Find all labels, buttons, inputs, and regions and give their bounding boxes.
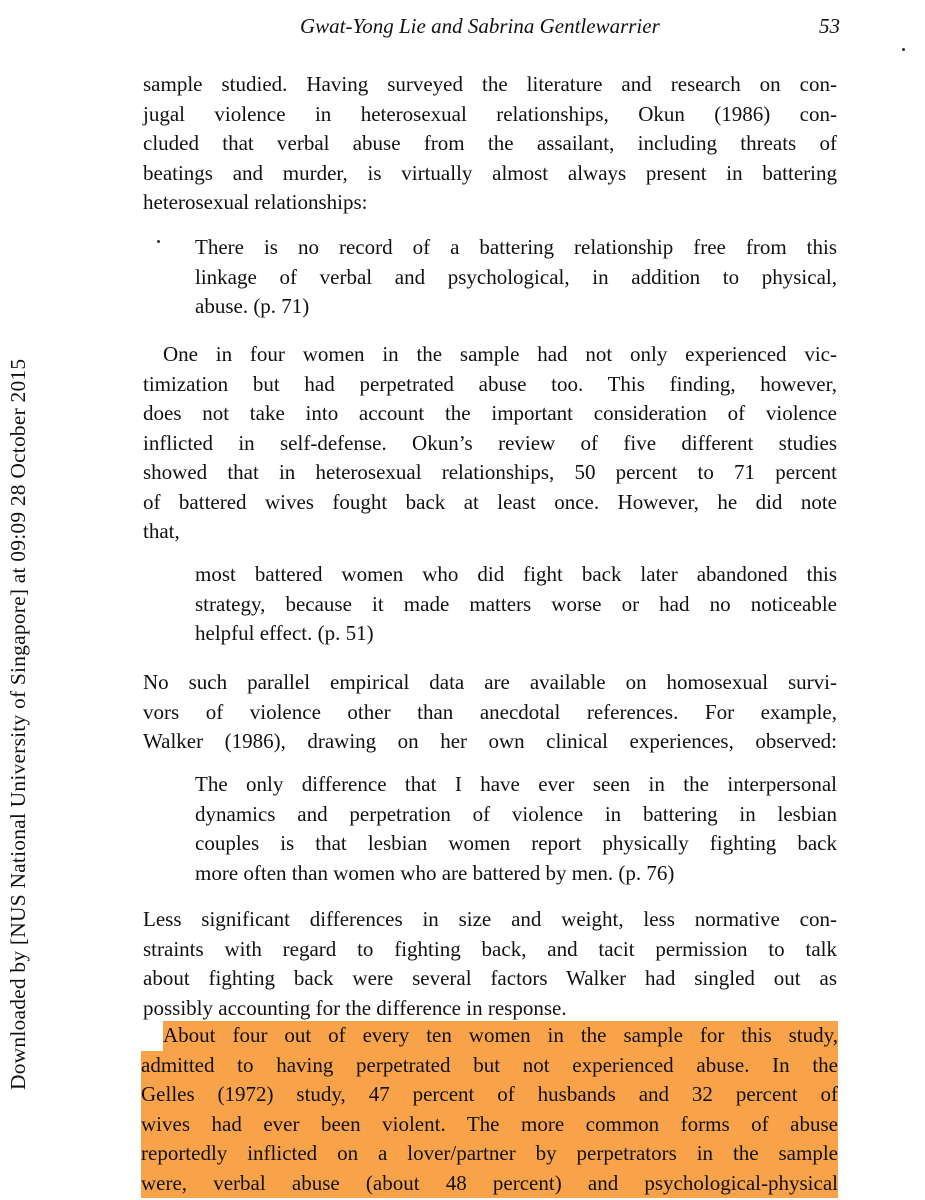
highlighted-line: were, verbal abuse (about 48 percent) and psychological-physical — [141, 1169, 838, 1199]
text-line: jugal violence in heterosexual relationships, Okun (1986) con- — [143, 101, 837, 126]
text-line: sample studied. Having surveyed the literature and research on con- — [143, 72, 837, 96]
highlighted-line: reportedly inflicted on a lover/partner by perpetrators in the sample — [141, 1139, 838, 1169]
text-line: more often than women who are battered by men. (p. 76) — [195, 860, 675, 885]
highlighted-line: admitted to having perpetrated but not experienced abuse. In the — [141, 1051, 838, 1081]
text-line: The only difference that I have ever seen in the interpersonal — [195, 772, 837, 796]
highlighted-line: wives had ever been violent. The more common forms of abuse — [141, 1110, 838, 1140]
text-line: vors of violence other than anecdotal references. For example, — [143, 699, 837, 724]
text-line: abuse. (p. 71) — [195, 294, 310, 318]
paragraph-3 — [143, 668, 837, 757]
block-quote-3 — [195, 770, 837, 888]
text-line: most battered women who did fight back later abandoned this — [195, 562, 837, 586]
text-line: dynamics and perpetration of violence in battering in lesbian — [195, 801, 837, 826]
paragraph-2 — [143, 340, 837, 547]
text-line: strategy, because it made matters worse or had no noticeable — [195, 591, 837, 616]
download-watermark: Downloaded by [NUS National University of Singapore] at 09:09 28 October 2015 — [6, 358, 30, 1090]
text-line: possibly accounting for the difference in response. — [143, 995, 567, 1020]
text-line: heterosexual relationships: — [143, 190, 368, 214]
running-header — [300, 14, 840, 48]
text-line: One in four women in the sample had not only experienced vic- — [163, 342, 837, 366]
scan-speck — [902, 48, 905, 51]
paragraph-1 — [143, 70, 837, 218]
highlighted-line: About four out of every ten women in the sample for this study, — [163, 1021, 838, 1051]
text-line: There is no record of a battering relationship free from this — [195, 235, 837, 259]
text-line: straints with regard to fighting back, and tacit permission to talk — [143, 936, 837, 961]
text-line: beatings and murder, is virtually almost always present in battering — [143, 160, 837, 185]
scan-speck — [157, 240, 160, 243]
text-line: linkage of verbal and psychological, in addition to physical, — [195, 264, 837, 289]
text-line: that, — [143, 519, 180, 543]
text-line: No such parallel empirical data are available on homosexual survi- — [143, 670, 837, 694]
text-line: about fighting back were several factors Walker had singled out as — [143, 966, 837, 990]
text-line: showed that in heterosexual relationships, 50 percent to 71 percent — [143, 460, 837, 484]
text-line: couples is that lesbian women report physically fighting back — [195, 831, 837, 855]
page-number: 53 — [819, 14, 840, 38]
block-quote-2 — [195, 560, 837, 649]
paragraph-4 — [143, 905, 837, 1023]
block-quote-1 — [195, 233, 837, 322]
paragraph-5-highlighted — [141, 1021, 838, 1198]
text-line: cluded that verbal abuse from the assailant, including threats of — [143, 131, 837, 155]
header-authors: Gwat-Yong Lie and Sabrina Gentlewarrier — [300, 14, 660, 38]
highlighted-line: Gelles (1972) study, 47 percent of husbands and 32 percent of — [141, 1080, 838, 1110]
text-line: inflicted in self-defense. Okun’s review of five different studies — [143, 430, 837, 455]
text-line: Walker (1986), drawing on her own clinical experiences, observed: — [143, 729, 837, 753]
text-line: timization but had perpetrated abuse too. This finding, however, — [143, 371, 837, 396]
text-line: does not take into account the important consideration of violence — [143, 401, 837, 425]
text-line: Less significant differences in size and weight, less normative con- — [143, 907, 837, 931]
text-line: of battered wives fought back at least once. However, he did note — [143, 489, 837, 514]
text-line: helpful effect. (p. 51) — [195, 621, 374, 645]
